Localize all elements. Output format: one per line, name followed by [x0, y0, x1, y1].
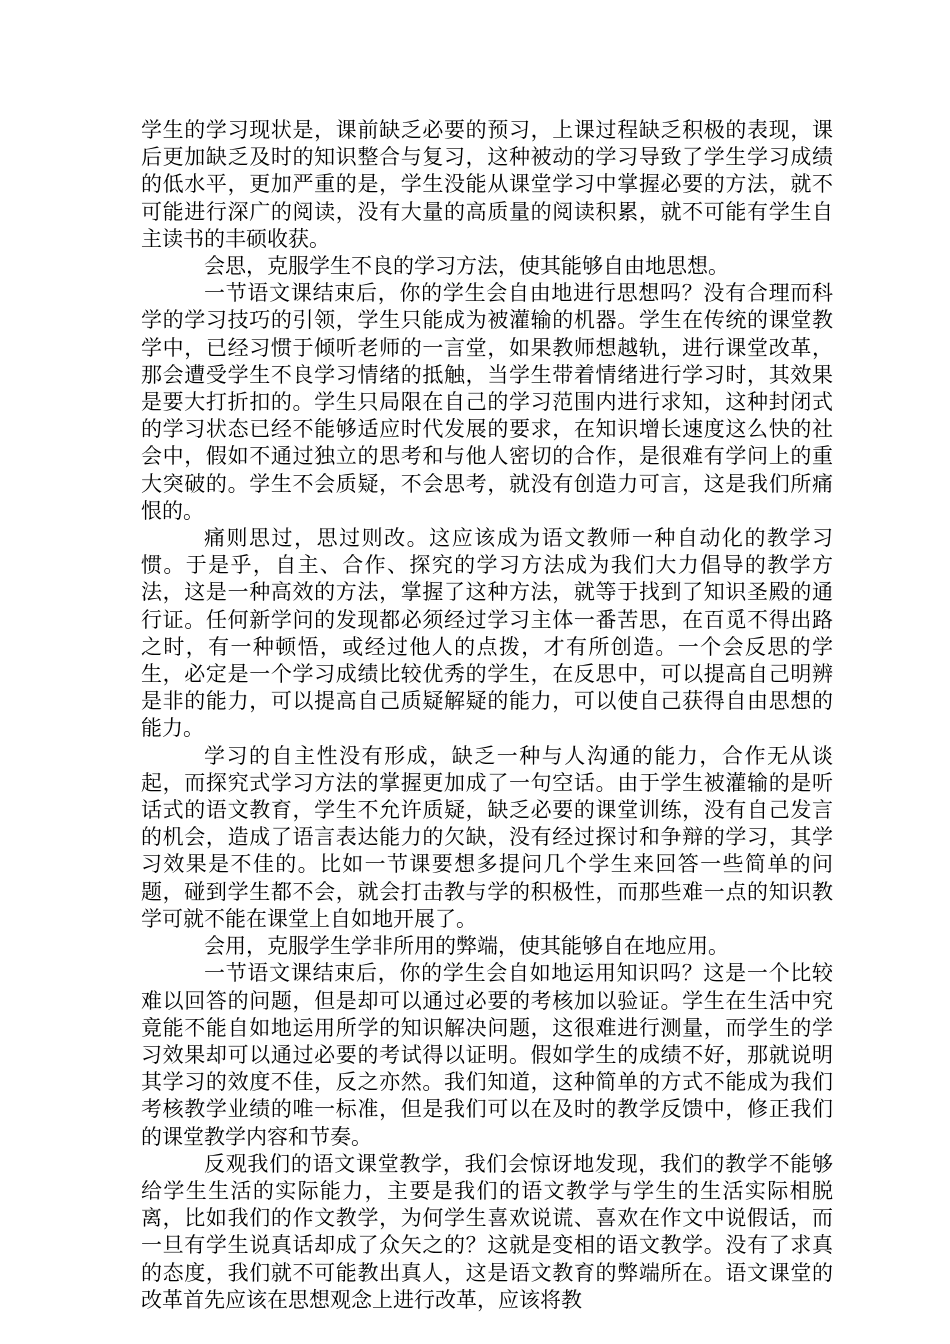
paragraph-heading-thinking: 会思，克服学生不良的学习方法，使其能够自由地思想。 [204, 254, 729, 279]
document-body [141, 117, 833, 1314]
paragraph-study-status: 学生的学习现状是，课前缺乏必要的预习，上课过程缺乏积极的表现，课后更加缺乏及时的知识整合与复习，这种被动的学习导致了学生学习成绩的低水平，更加严重的是，学生没能从课堂学习中掌握必要的方法，就不可能进行深广的阅读，没有大量的高质量的阅读积累，就不可能有学生自主读书的丰硕收获。 [141, 118, 833, 251]
paragraph-free-thinking: 一节语文课结束后，你的学生会自由地进行思想吗？没有合理而科学的学习技巧的引领，学生只能成为被灌输的机器。学生在传统的课堂教学中，已经习惯于倾听老师的一言堂，如果教师想越轨，进行课堂改革，那会遭受学生不良学习情绪的抵触，当学生带着情绪进行学习时，其效果是要大打折扣的。学生只局限在自己的学习范围内进行求知，这种封闭式的学习状态已经不能够适应时代发展的要求，在知识增长速度这么快的社会中，假如不通过独立的思考和与他人密切的合作，是很难有学问上的重大突破的。学生不会质疑，不会思考，就没有创造力可言，这是我们所痛恨的。 [141, 281, 833, 523]
paragraph-heading-application: 会用，克服学生学非所用的弊端，使其能够自在地应用。 [204, 934, 729, 959]
paragraph-cooperation: 学习的自主性没有形成，缺乏一种与人沟通的能力，合作无从谈起，而探究式学习方法的掌握更加成了一句空话。由于学生被灌输的是听话式的语文教育，学生不允许质疑，缺乏必要的课堂训练，没有自己发言的机会，造成了语言表达能力的欠缺，没有经过探讨和争辩的学习，其学习效果是不佳的。比如一节课要想多提问几个学生来回答一些简单的问题，碰到学生都不会，就会打击教与学的积极性，而那些难一点的知识教学可就不能在课堂上自如地开展了。 [141, 743, 833, 931]
paragraph-knowledge-use: 一节语文课结束后，你的学生会自如地运用知识吗？这是一个比较难以回答的问题，但是却可以通过必要的考核加以验证。学生在生活中究竟能不能自如地运用所学的知识解决问题，这很难进行测量，而学生的学习效果却可以通过必要的考试得以证明。假如学生的成绩不好，那就说明其学习的效度不佳，反之亦然。我们知道，这种简单的方式不能成为我们考核教学业绩的唯一标准，但是我们可以在及时的教学反馈中，修正我们的课堂教学内容和节奏。 [141, 961, 833, 1149]
paragraph-classroom-reform: 反观我们的语文课堂教学，我们会惊讶地发现，我们的教学不能够给学生生活的实际能力，主要是我们的语文教学与学生的生活实际相脱离，比如我们的作文教学，为何学生喜欢说谎、喜欢在作文中说假话，而一旦有学生说真话却成了众矢之的？这就是变相的语文教学。没有了求真的态度，我们就不可能教出真人，这是语文教育的弊端所在。语文课堂的改革首先应该在思想观念上进行改革，应该将教 [141, 1151, 833, 1312]
paragraph-reflection: 痛则思过，思过则改。这应该成为语文教师一种自动化的教学习惯。于是乎，自主、合作、探究的学习方法成为我们大力倡导的教学方法，这是一种高效的方法，掌握了这种方法，就等于找到了知识圣殿的通行证。任何新学问的发现都必须经过学习主体一番苦思，在百觅不得出路之时，有一种顿悟，或经过他人的点拨，才有所创造。一个会反思的学生，必定是一个学习成绩比较优秀的学生，在反思中，可以提高自己明辨是非的能力，可以提高自己质疑解疑的能力，可以使自己获得自由思想的能力。 [141, 526, 833, 741]
